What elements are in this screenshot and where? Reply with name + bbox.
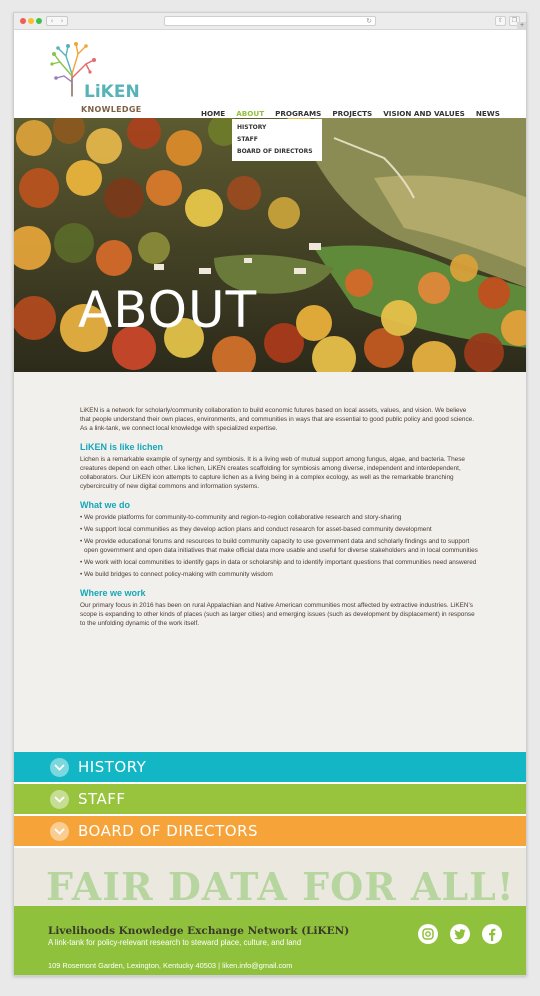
address-bar[interactable] — [164, 16, 376, 26]
close-window-button[interactable] — [20, 18, 26, 24]
what-we-do-list — [80, 513, 478, 579]
intro-paragraph: LiKEN is a network for scholarly/community collaboration to build economic futures based on local assets, values, and vision. We believe that people understand their own places, environments, and communities in ways that are essential to good public policy and good science. As a link-tank, we connect local knowledge with specialized expertise. — [80, 407, 474, 432]
footer-address: 109 Rosemont Garden, Lexington, Kentucky 40503 — [48, 961, 217, 970]
footer-separator: | — [218, 961, 221, 970]
nav-programs[interactable]: PROGRAMS — [275, 109, 322, 118]
logo-subtitle: KNOWLEDGE — [81, 105, 142, 114]
about-dropdown-menu — [232, 119, 322, 161]
where-we-work-paragraph: Our primary focus in 2016 has been on rural Appalachian and Native American communities most affected by extractive industries. LiKEN's scope is expanding to other kinds of places (such as larger cities) and emerging issues (such as development by displacement) in response to the unfolding dynamic of the work itself. — [80, 602, 475, 627]
accordion-label: HISTORY — [78, 758, 147, 776]
instagram-icon[interactable] — [418, 924, 438, 944]
list-item: • We work with local communities to identify gaps in data or scholarship and to identify important questions that communities need answered — [80, 558, 478, 567]
main-nav — [201, 109, 511, 118]
accordion-label: BOARD OF DIRECTORS — [78, 822, 259, 840]
list-item: • We build bridges to connect policy-making with community wisdom — [80, 570, 478, 579]
section-heading-what-we-do: What we do — [80, 500, 130, 510]
reload-icon[interactable]: ↻ — [366, 17, 372, 25]
history-nav-buttons — [46, 16, 68, 26]
back-button[interactable]: ‹ — [50, 17, 54, 25]
twitter-icon[interactable] — [450, 924, 470, 944]
fair-data-banner — [14, 848, 526, 906]
dropdown-item-staff[interactable]: STAFF — [237, 136, 258, 143]
page-title: ABOUT — [78, 281, 258, 339]
footer-email-link[interactable]: liken.info@gmail.com — [222, 961, 293, 970]
chevron-down-icon — [50, 822, 69, 841]
accordion-staff[interactable] — [14, 784, 526, 814]
nav-vision-and-values[interactable]: VISION AND VALUES — [383, 109, 465, 118]
maximize-window-button[interactable] — [36, 18, 42, 24]
site-footer — [14, 906, 526, 976]
minimize-window-button[interactable] — [28, 18, 34, 24]
chevron-down-icon — [50, 790, 69, 809]
nav-about[interactable]: ABOUT — [236, 109, 265, 118]
dropdown-item-history[interactable]: HISTORY — [237, 124, 267, 131]
dropdown-item-board[interactable]: BOARD OF DIRECTORS — [237, 148, 313, 155]
browser-window — [13, 12, 527, 976]
lichen-paragraph: Lichen is a remarkable example of synergy and symbiosis. It is a living web of mutual support among fungus, algae, and bacteria. These creatures depend on each other. Like lichen, LiKEN creates scaffolding for symbiosis among diverse, independent and interdependent, collaborators. Our LiKEN icon attempts to capture lichen as a living being in a complex ecology, as well as the remarkable branching cybercircuitry of new digital commons and information systems. — [80, 456, 465, 490]
logo-wordmark[interactable]: LiKEN — [84, 82, 140, 102]
social-links — [406, 924, 502, 944]
section-heading-lichen: LiKEN is like lichen — [80, 442, 164, 452]
section-heading-where-we-work: Where we work — [80, 588, 146, 598]
share-icon[interactable]: ⇧ — [495, 16, 506, 26]
list-item: • We provide platforms for community-to-community and region-to-region collaborative research and story-sharing — [80, 513, 478, 522]
list-item: • We support local communities as they develop action plans and conduct research for asset-based community development — [80, 525, 478, 534]
chevron-down-icon — [50, 758, 69, 777]
browser-chrome — [14, 13, 526, 30]
footer-tagline: A link-tank for policy-relevant research to steward place, culture, and land — [48, 938, 302, 947]
list-item: • We provide educational forums and resources to build community capacity to use government data and scholarly findings and to support open government and open data initiatives that make official data more usable and useful for diverse stakeholders and in local communities — [80, 537, 478, 555]
forward-button[interactable]: › — [60, 17, 64, 25]
accordion-history[interactable] — [14, 752, 526, 782]
nav-home[interactable]: HOME — [201, 109, 226, 118]
new-tab-button[interactable]: + — [517, 22, 527, 30]
facebook-icon[interactable] — [482, 924, 502, 944]
nav-news[interactable]: NEWS — [475, 109, 500, 118]
accordion-board-of-directors[interactable] — [14, 816, 526, 846]
about-content — [14, 372, 526, 752]
tabs-icon[interactable]: ❐ — [509, 16, 520, 26]
site-header — [14, 30, 526, 155]
fair-data-slogan: FAIR DATA FOR ALL! — [46, 864, 515, 906]
accordion-label: STAFF — [78, 790, 126, 808]
footer-org-name: Livelihoods Knowledge Exchange Network (LiKEN) — [48, 925, 350, 937]
footer-contact — [48, 961, 526, 970]
nav-projects[interactable]: PROJECTS — [332, 109, 373, 118]
